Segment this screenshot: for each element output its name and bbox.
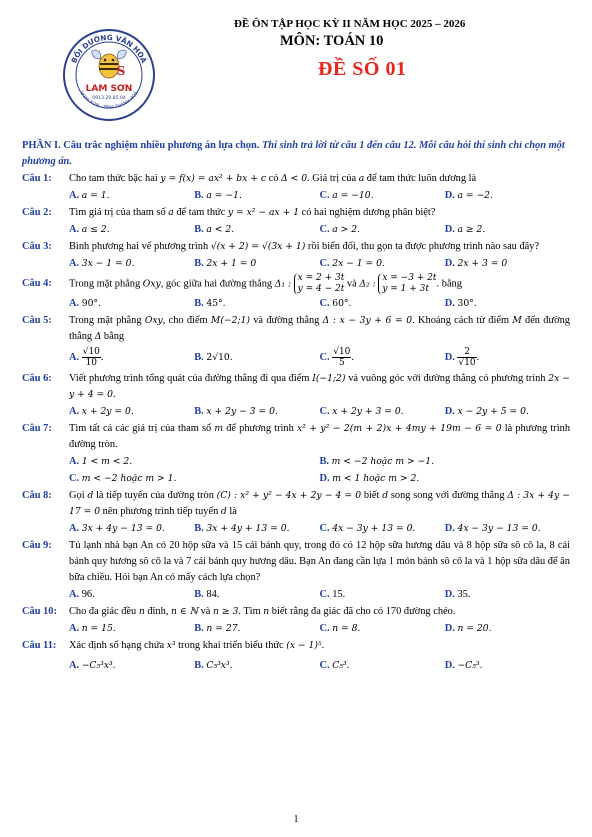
question-7 <box>22 421 570 453</box>
question-label: Câu 7: <box>22 423 52 434</box>
question-text: Trong mặt phẳng Oxy, cho điểm M(−2;1) và đường thẳng Δ : x − 3y + 6 = 0. Khoảng cách từ điểm M đến đường thẳng Δ bằng <box>69 315 570 342</box>
question-text: Trong mặt phẳng Oxy, góc giữa hai đường thẳng Δ₁ : x = 2 + 3t y = 4 − 2t và Δ₂ : x = −3 + 2t y = 1 + 3t . bằng <box>69 273 462 294</box>
question-5 <box>22 313 570 345</box>
exam-body <box>22 138 570 675</box>
options-4 <box>22 296 570 312</box>
options-7b <box>22 471 570 487</box>
option-b[interactable]: B. C₅³x³. <box>194 660 233 671</box>
option-c[interactable]: C. C₅³. <box>319 660 350 671</box>
option-d[interactable]: D. 4x − 3y − 13 = 0. <box>444 523 541 534</box>
question-text: Tủ lạnh nhà bạn An có 20 hộp sữa và 15 cái bánh quy, trong đó có 12 hộp sữa hương dâu và 8 hộp sữa sô cô la, 8 cái bánh quy hương sô cô la và 7 cái bánh quy hương dâu. Bạn An đang cần lựa 1 món bánh sô cô la và 1 hộp sữa dâu để ăn bữa chiều. Hỏi bạn An có mấy cách lựa chọn? <box>69 540 570 583</box>
option-b[interactable]: B. 45°. <box>194 298 226 309</box>
question-label: Câu 8: <box>22 490 52 501</box>
logo-name: LAM SƠN <box>85 84 133 94</box>
question-label: Câu 2: <box>22 207 52 218</box>
option-c[interactable]: C. n = 8. <box>319 623 361 634</box>
question-text: Tìm giá trị của tham số a để tam thức y = x² − ax + 1 có hai nghiệm dương phân biệt? <box>69 207 436 218</box>
question-label: Câu 4: <box>22 278 52 289</box>
line-1-system: x = 2 + 3t y = 4 − 2t <box>294 273 345 295</box>
option-b[interactable]: B. a < 2. <box>194 224 235 235</box>
option-c[interactable]: C. 4x − 3y + 13 = 0. <box>319 523 416 534</box>
option-d[interactable]: D. n = 20. <box>444 623 492 634</box>
options-8 <box>22 521 570 537</box>
question-label: Câu 9: <box>22 540 52 551</box>
question-6 <box>22 371 570 403</box>
option-b[interactable]: B. m < −2 hoặc m > −1. <box>319 456 435 467</box>
part1-title: PHẦN I. Câu trắc nghiệm nhiều phương án lựa chọn. <box>22 140 260 151</box>
question-4 <box>22 273 570 295</box>
option-b[interactable]: B. a = −1. <box>194 190 242 201</box>
option-d[interactable]: D. 2x + 3 = 0 <box>444 258 508 269</box>
option-d[interactable]: D. a = −2. <box>444 190 493 201</box>
question-9 <box>22 538 570 586</box>
question-text: Cho đa giác đều n đỉnh, n ∈ ℕ và n ≥ 3. Tìm n biết rằng đa giác đã cho có 170 đường chéo. <box>69 606 456 617</box>
question-label: Câu 6: <box>22 373 52 384</box>
option-b[interactable]: B. n = 27. <box>194 623 241 634</box>
question-8 <box>22 488 570 520</box>
question-text: Cho tam thức bậc hai y = f(x) = ax² + bx + c có Δ < 0. Giá trị của a để tam thức luôn dương là <box>69 173 477 184</box>
question-text: Viết phương trình tổng quát của đường thẳng đi qua điểm I(−1;2) và vuông góc với đường thẳng có phương trình 2x − y + 4 = 0. <box>69 373 570 400</box>
options-2 <box>22 222 570 238</box>
question-label: Câu 3: <box>22 241 52 252</box>
options-1 <box>22 188 570 204</box>
options-10 <box>22 621 570 637</box>
page-number: 1 <box>293 814 299 825</box>
option-b[interactable]: B. x + 2y − 3 = 0. <box>194 406 278 417</box>
option-a[interactable]: A. 96. <box>69 589 95 600</box>
option-b[interactable]: B. 84. <box>194 589 220 600</box>
option-d[interactable]: D. 30°. <box>444 298 477 309</box>
question-label: Câu 5: <box>22 315 52 326</box>
option-c[interactable]: C. x + 2y + 3 = 0. <box>319 406 404 417</box>
option-c[interactable]: C. a = −10. <box>319 190 374 201</box>
question-label: Câu 1: <box>22 173 52 184</box>
question-10 <box>22 604 570 620</box>
option-d[interactable]: D. x − 2y + 5 = 0. <box>444 406 529 417</box>
option-a[interactable]: A. a ≤ 2. <box>69 224 110 235</box>
option-c[interactable]: C. 15. <box>319 589 346 600</box>
part1-heading <box>22 138 570 170</box>
option-d[interactable]: D. −C₅³. <box>444 660 483 671</box>
option-b[interactable]: B. 3x + 4y + 13 = 0. <box>194 523 290 534</box>
question-2 <box>22 205 570 221</box>
logo-ring-text: BỒI DƯỠNG VĂN HOÁ <box>69 32 149 65</box>
option-c[interactable]: C. m < −2 hoặc m > 1. <box>69 473 177 484</box>
options-7a <box>22 454 570 470</box>
option-d[interactable]: D. 35. <box>444 589 471 600</box>
part1-note: Thí sinh trả lời từ câu 1 đến câu 12. Mỗi câu hỏi thí sinh chỉ chọn một phương án. <box>22 140 565 167</box>
question-text: Gọi d là tiếp tuyến của đường tròn (C) : x² + y² − 4x + 2y − 4 = 0 biết d song song với đường thẳng Δ : 3x + 4y − 17 = 0 nên phương trình tiếp tuyến d là <box>69 490 570 517</box>
options-6 <box>22 404 570 420</box>
option-d[interactable]: D. m < 1 hoặc m > 2. <box>319 473 420 484</box>
exam-number: ĐỀ SỐ 01 <box>318 58 407 80</box>
logo-bottom-text: NGHI SƠN - TỈNH THANH HOÁ <box>78 90 140 111</box>
question-1 <box>22 171 570 187</box>
question-text: Xác định số hạng chứa x³ trong khai triển biểu thức (x − 1)⁵. <box>69 640 325 651</box>
question-3 <box>22 239 570 255</box>
logo-phone: 0913.29.85.04 <box>92 96 126 101</box>
option-a[interactable]: A. −C₅³x³. <box>69 660 116 671</box>
option-c[interactable]: C. 2x − 1 = 0. <box>319 258 385 269</box>
option-b[interactable]: B. 2x + 1 = 0 <box>194 258 257 269</box>
question-text: Bình phương hai vế phương trình √(x + 2) = √(3x + 1) rồi biến đổi, thu gọn ta được phương trình nào sau đây? <box>69 241 540 252</box>
option-c[interactable]: C. $\frac{√10}{5}$ . <box>319 347 355 368</box>
option-c[interactable]: C. a > 2. <box>319 224 361 235</box>
question-text: Tìm tất cả các giá trị của tham số m để phương trình x² + y² − 2(m + 2)x + 4my + 19m − 6 = 0 là phương trình đường tròn. <box>69 423 571 450</box>
subject-title: MÔN: TOÁN 10 <box>280 33 384 49</box>
options-9 <box>22 587 570 603</box>
line-2-system: x = −3 + 2t y = 1 + 3t <box>378 273 436 295</box>
option-c[interactable]: C. 60°. <box>319 298 352 309</box>
question-11 <box>22 638 570 654</box>
question-label: Câu 11: <box>22 640 57 651</box>
option-a[interactable]: A. 3x − 1 = 0. <box>69 258 135 269</box>
question-label: Câu 10: <box>22 606 57 617</box>
options-5 <box>22 347 570 368</box>
option-a[interactable]: A. 3x + 4y − 13 = 0. <box>69 523 165 534</box>
option-d[interactable]: D. $\frac{2}{√10}$ . <box>444 347 480 368</box>
options-3 <box>22 256 570 272</box>
option-a[interactable]: A. x + 2y = 0. <box>69 406 134 417</box>
option-b[interactable]: B. 2√10. <box>194 351 233 363</box>
option-d[interactable]: D. a ≥ 2. <box>444 224 486 235</box>
options-11 <box>22 658 570 674</box>
option-a[interactable]: A. 90°. <box>69 298 101 309</box>
svg-text:S: S <box>116 64 126 78</box>
option-a[interactable]: A. $\frac{√10}{10}$ . <box>69 347 104 368</box>
option-a[interactable]: A. 1 < m < 2. <box>69 456 133 467</box>
exam-title: ĐỀ ÔN TẬP HỌC KỲ II NĂM HỌC 2025 – 2026 <box>234 18 466 30</box>
option-a[interactable]: A. a = 1. <box>69 190 110 201</box>
school-logo <box>62 28 156 122</box>
option-a[interactable]: A. n = 15. <box>69 623 116 634</box>
